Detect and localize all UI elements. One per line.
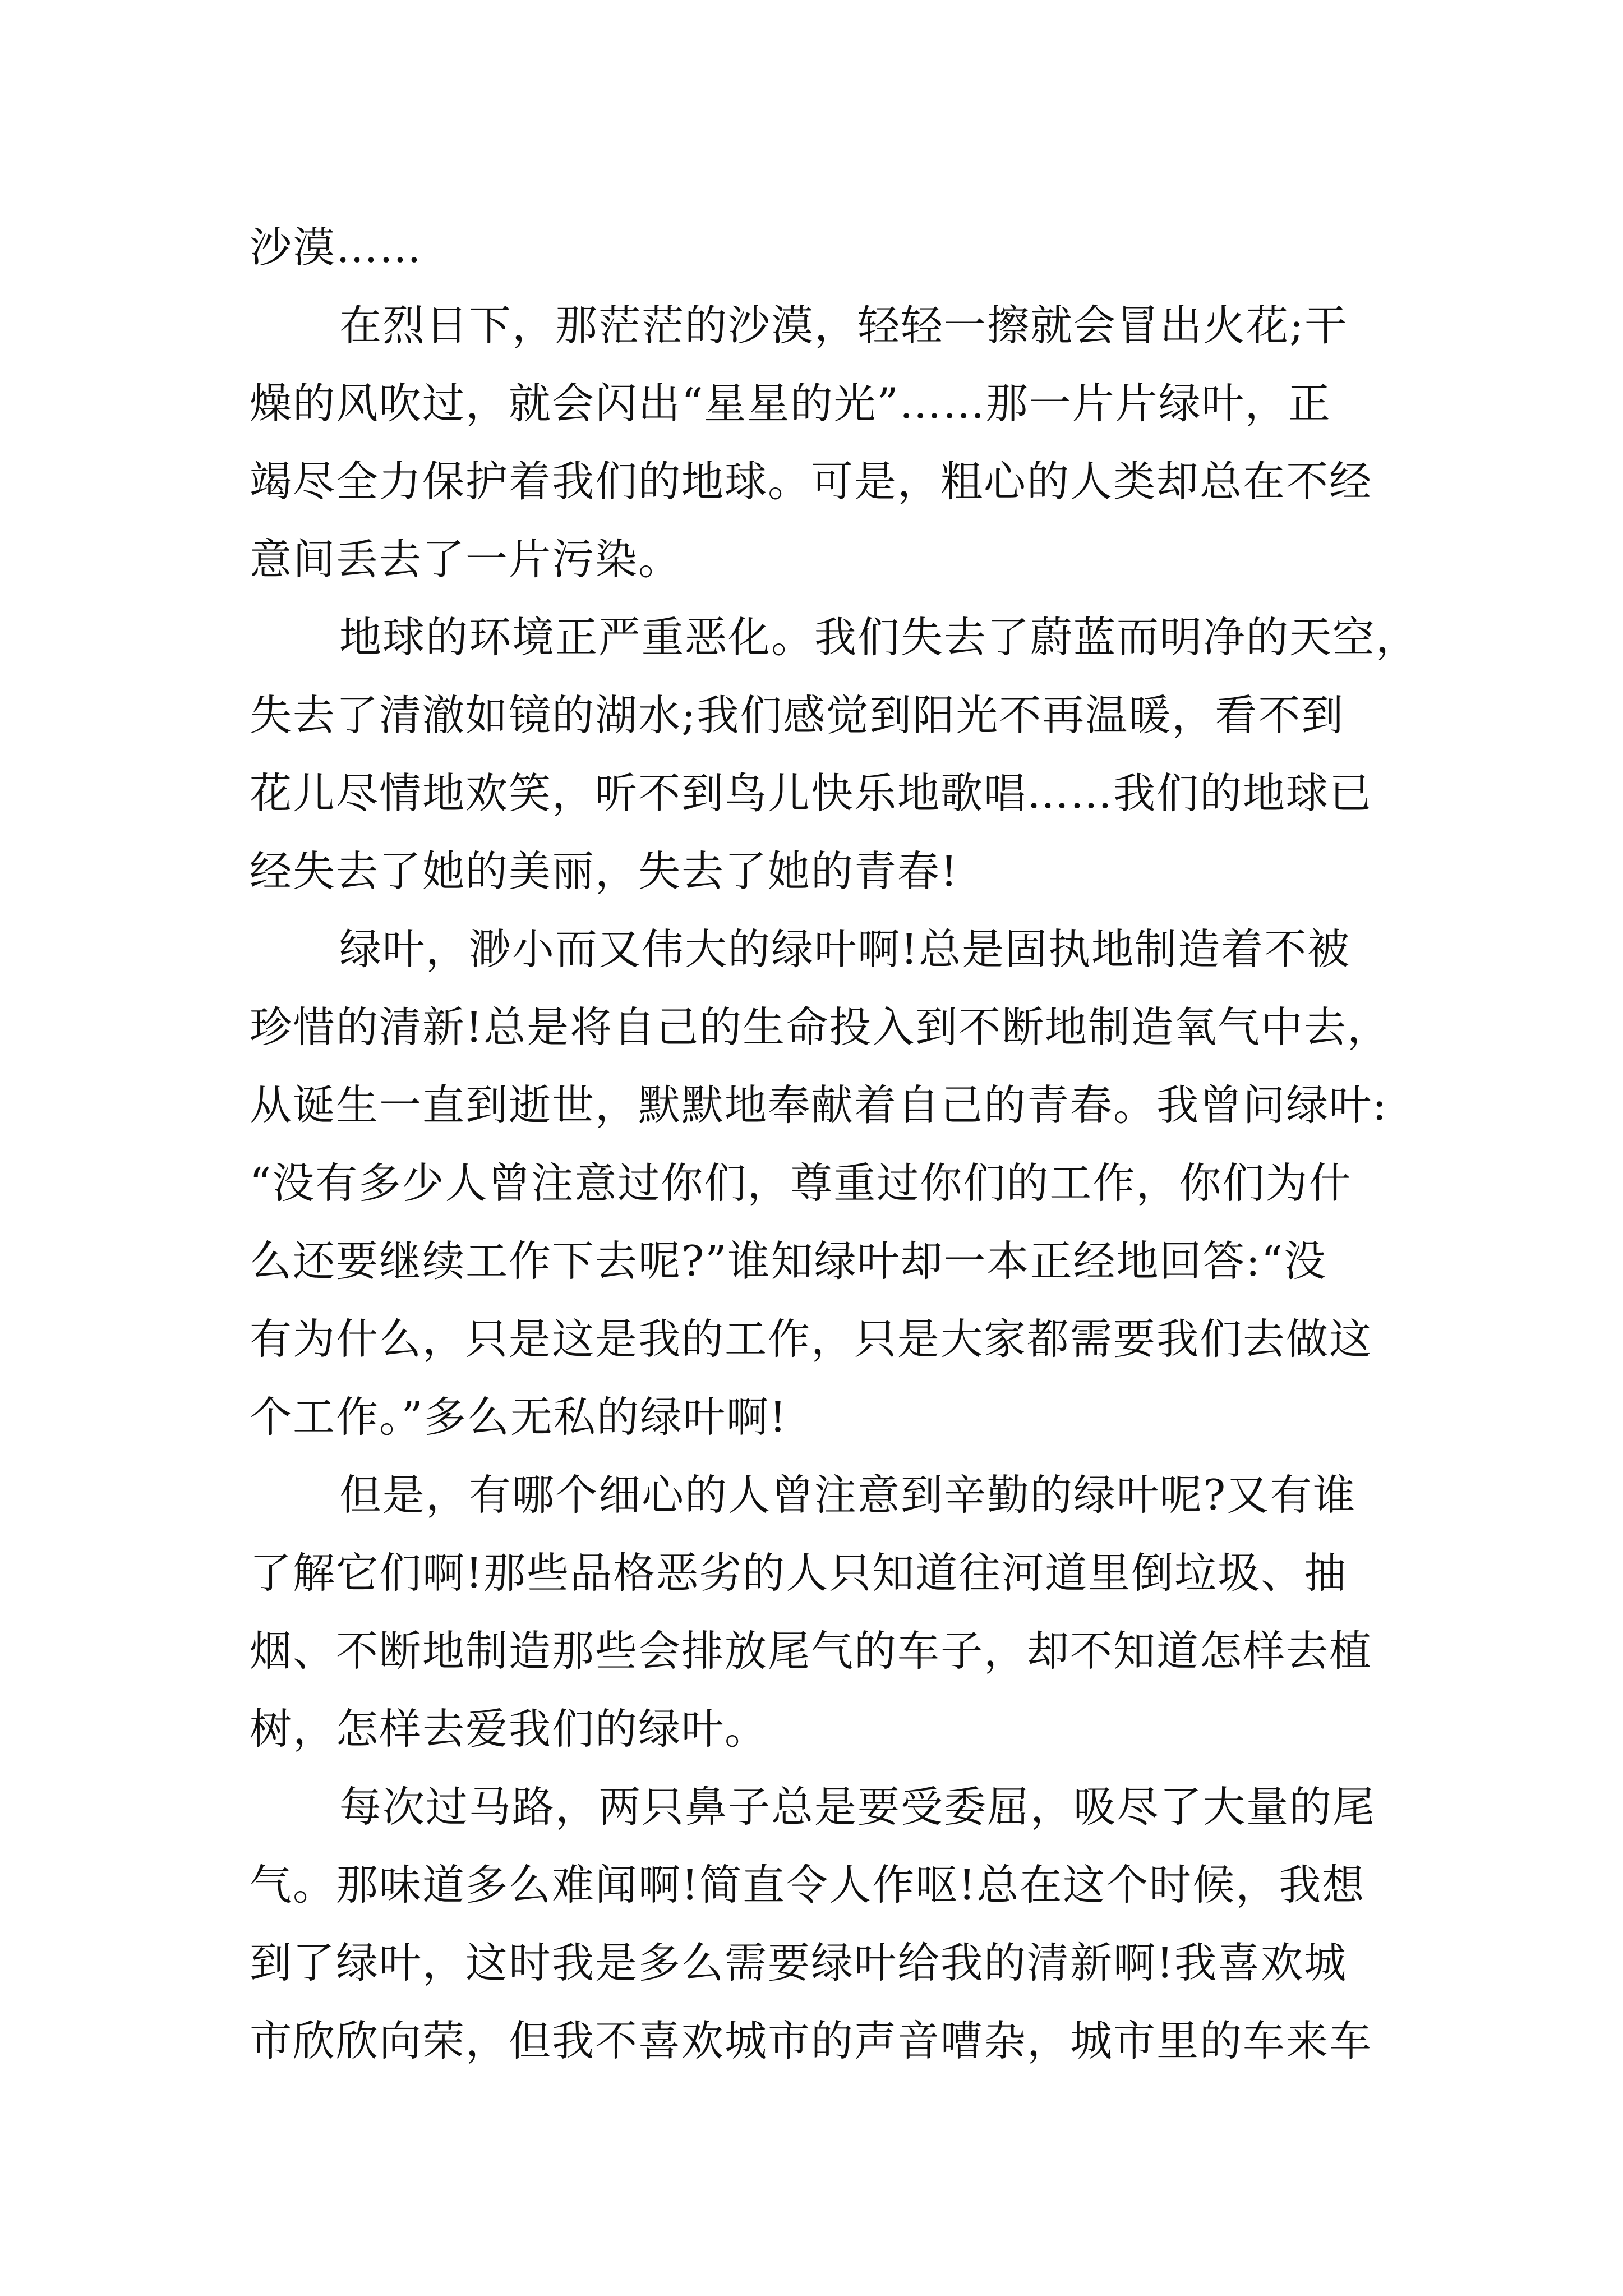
text-line: 但是，有哪个细心的人曾注意到辛勤的绿叶呢?又有谁 xyxy=(339,1470,1357,1520)
text-line: 树，怎样去爱我们的绿叶。 xyxy=(250,1704,768,1754)
text-line: 花儿尽情地欢笑，听不到鸟儿快乐地歌唱……我们的地球已 xyxy=(250,769,1373,818)
text-line: 绿叶，渺小而又伟大的绿叶啊!总是固执地制造着不被 xyxy=(339,924,1351,974)
text-line: 从诞生一直到逝世，默默地奉献着自己的青春。我曾问绿叶: xyxy=(250,1080,1388,1130)
text-line: 了解它们啊!那些品格恶劣的人只知道往河道里倒垃圾、抽 xyxy=(250,1548,1348,1598)
text-line: 到了绿叶，这时我是多么需要绿叶给我的清新啊!我喜欢城 xyxy=(250,1938,1348,1987)
text-line: 气。那味道多么难闻啊!简直令人作呕!总在这个时候，我想 xyxy=(250,1860,1366,1910)
text-line: 失去了清澈如镜的湖水;我们感觉到阳光不再温暖，看不到 xyxy=(250,691,1345,740)
text-line: 竭尽全力保护着我们的地球。可是，粗心的人类却总在不经 xyxy=(250,457,1373,506)
text-line: 在烈日下，那茫茫的沙漠，轻轻一擦就会冒出火花;干 xyxy=(339,301,1348,350)
text-line: 沙漠…… xyxy=(250,223,423,272)
text-line: 经失去了她的美丽，失去了她的青春! xyxy=(250,846,959,896)
text-line: 烟、不断地制造那些会排放尾气的车子，却不知道怎样去植 xyxy=(250,1626,1373,1676)
text-line: 个工作。”多么无私的绿叶啊! xyxy=(250,1392,787,1442)
text-line: 意间丢去了一片污染。 xyxy=(250,535,682,584)
text-line: “没有多少人曾注意过你们，尊重过你们的工作，你们为什 xyxy=(250,1158,1352,1208)
text-line: 燥的风吹过，就会闪出“星星的光”……那一片片绿叶，正 xyxy=(250,379,1331,428)
document-page xyxy=(250,209,1419,2080)
text-line: 地球的环境正严重恶化。我们失去了蔚蓝而明净的天空， xyxy=(339,613,1419,662)
text-line: 有为什么，只是这是我的工作，只是大家都需要我们去做这 xyxy=(250,1314,1373,1364)
text-line: 市欣欣向荣，但我不喜欢城市的声音嘈杂，城市里的车来车 xyxy=(250,2016,1373,2065)
text-line: 么还要继续工作下去呢?”谁知绿叶却一本正经地回答:“没 xyxy=(250,1236,1327,1286)
text-line: 珍惜的清新!总是将自己的生命投入到不断地制造氧气中去， xyxy=(250,1002,1391,1052)
text-line: 每次过马路，两只鼻子总是要受委屈，吸尽了大量的尾 xyxy=(339,1782,1376,1832)
